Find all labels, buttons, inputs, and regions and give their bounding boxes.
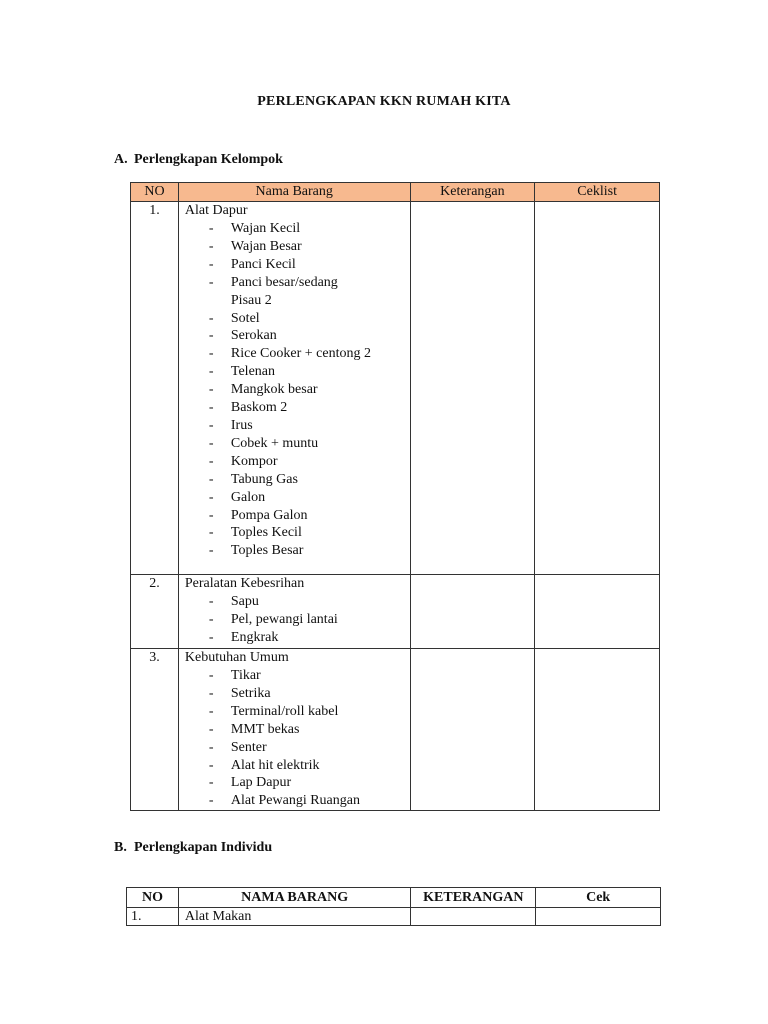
list-item: - Pompa Galon [209,507,410,525]
item-cell [178,202,410,575]
list-item: - Panci besar/sedang [209,274,410,292]
group-equipment-table [130,182,660,811]
list-item: - Sotel [209,310,410,328]
table-b-header-row [127,888,661,908]
list-item: - Telenan [209,363,410,381]
table-row [131,649,660,811]
item-cell: Alat Makan [178,908,410,926]
section-b-heading [114,840,272,856]
list-item: - Wajan Besar [209,238,410,256]
list-item: - Toples Kecil [209,524,410,542]
keterangan-cell[interactable] [410,575,535,649]
section-b-letter: B. [114,840,127,855]
row-number: 1. [131,202,179,575]
item-category: Peralatan Kebesrihan [184,576,305,591]
list-item: - MMT bekas [209,721,410,739]
item-list [185,593,410,647]
list-item: - Engkrak [209,629,410,647]
list-item: - Sapu [209,593,410,611]
section-b-title: Perlengkapan Individu [134,840,273,855]
list-item: - Toples Besar [209,542,410,560]
table-a-header-keterangan: Keterangan [410,183,535,202]
section-a-heading [114,152,283,168]
keterangan-cell[interactable] [411,908,536,926]
row-number: 2. [131,575,179,649]
list-item: - Alat Pewangi Ruangan [209,792,410,810]
item-list [185,220,410,560]
item-category: Kebutuhan Umum [184,650,289,665]
table-row [131,202,660,575]
list-item: - Irus [209,417,410,435]
individual-equipment-table [126,887,661,926]
ceklist-cell[interactable] [535,575,660,649]
table-a-header-nama-barang: Nama Barang [178,183,410,202]
item-category: Alat Dapur [184,203,248,218]
table-a-header-ceklist: Ceklist [535,183,660,202]
section-a-title: Perlengkapan Kelompok [134,152,283,167]
table-a-header-row [131,183,660,202]
list-item: - Tikar [209,667,410,685]
list-item: - Tabung Gas [209,471,410,489]
ceklist-cell[interactable] [535,202,660,575]
list-item: - Wajan Kecil [209,220,410,238]
list-item: - Terminal/roll kabel [209,703,410,721]
list-item: Pisau 2 [230,292,272,308]
row-number: 1. [127,908,179,926]
list-item: - Setrika [209,685,410,703]
table-b-header-keterangan: KETERANGAN [411,888,536,908]
keterangan-cell[interactable] [410,202,535,575]
list-item: - Senter [209,739,410,757]
ceklist-cell[interactable] [535,649,660,811]
item-cell [178,649,410,811]
item-list [185,667,410,810]
list-item: - Mangkok besar [209,381,410,399]
list-item: - Pel, pewangi lantai [209,611,410,629]
table-a-header-no: NO [131,183,179,202]
list-item: - Alat hit elektrik [209,757,410,775]
table-b-header-cek: Cek [536,888,661,908]
list-item: - Cobek + muntu [209,435,410,453]
list-item: - Kompor [209,453,410,471]
table-b-header-nama-barang: NAMA BARANG [178,888,410,908]
section-a-letter: A. [114,152,128,167]
list-item: - Panci Kecil [209,256,410,274]
list-item: - Serokan [209,327,410,345]
keterangan-cell[interactable] [410,649,535,811]
list-item: - Baskom 2 [209,399,410,417]
item-cell [178,575,410,649]
cek-cell[interactable] [536,908,661,926]
table-row [127,908,661,926]
list-item: - Galon [209,489,410,507]
table-row [131,575,660,649]
table-b-header-no: NO [127,888,179,908]
list-item: - Lap Dapur [209,774,410,792]
list-item: - Rice Cooker + centong 2 [209,345,410,363]
document-title: PERLENGKAPAN KKN RUMAH KITA [257,94,511,109]
row-number: 3. [131,649,179,811]
